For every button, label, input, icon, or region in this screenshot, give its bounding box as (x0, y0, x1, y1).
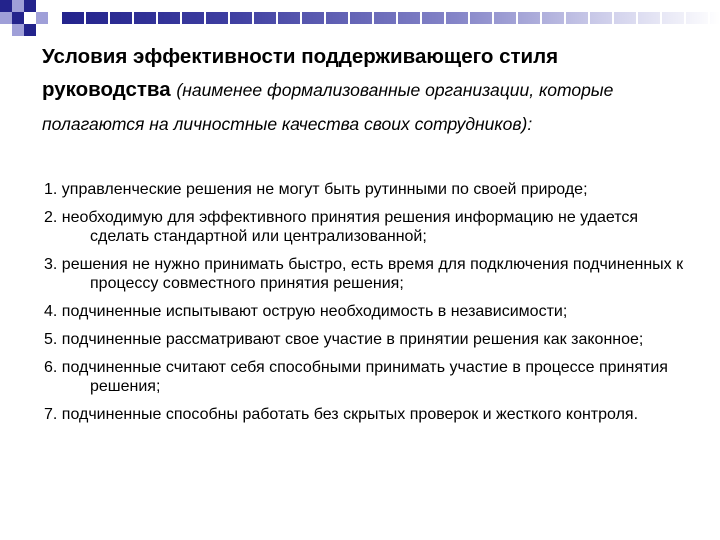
header-divider-line (108, 12, 110, 24)
header-divider-line (492, 12, 494, 24)
header-divider-line (636, 12, 638, 24)
list-item (44, 208, 694, 246)
item-text: необходимую для эффективного принятия решения информацию не удается сделать стандартной или централизованной; (61, 209, 639, 245)
item-number: 1. (44, 181, 58, 198)
item-number: 4. (44, 303, 58, 320)
square-decoration (24, 24, 36, 36)
square-decoration (12, 12, 24, 24)
item-text: подчиненные испытывают острую необходимость в независимости; (61, 303, 568, 320)
item-number: 5. (44, 331, 58, 348)
header-divider-line (612, 12, 614, 24)
header-divider-line (660, 12, 662, 24)
header-divider-line (396, 12, 398, 24)
square-decoration (0, 12, 12, 24)
header-divider-line (60, 12, 62, 24)
item-text: решения не нужно принимать быстро, есть время для подключения подчиненных к процессу совместного принятия решения; (61, 256, 684, 292)
decorative-squares (0, 0, 60, 44)
header-divider-line (84, 12, 86, 24)
header-divider-line (252, 12, 254, 24)
header-divider-line (708, 12, 710, 24)
header-divider-line (420, 12, 422, 24)
header-divider-line (516, 12, 518, 24)
square-decoration (12, 0, 24, 12)
header-divider-line (204, 12, 206, 24)
title-bold: Условия эффективности поддерживающего стиля руководства (42, 45, 559, 101)
header-divider-line (300, 12, 302, 24)
list-item (44, 330, 694, 349)
item-text: подчиненные рассматривают свое участие в принятии решения как законное; (61, 331, 644, 348)
item-text: подчиненные считают себя способными принимать участие в процессе принятия решения; (61, 359, 668, 395)
header-divider-line (180, 12, 182, 24)
item-text: подчиненные способны работать без скрытых проверок и жесткого контроля. (61, 406, 639, 423)
header-divider-line (228, 12, 230, 24)
square-decoration (24, 0, 36, 12)
header-divider-line (468, 12, 470, 24)
header-divider-line (324, 12, 326, 24)
item-text: управленческие решения не могут быть рутинными по своей природе; (61, 181, 588, 198)
slide-title (42, 40, 682, 141)
header-divider-line (684, 12, 686, 24)
header-divider-line (348, 12, 350, 24)
square-decoration (0, 0, 12, 12)
header-divider-line (276, 12, 278, 24)
item-number: 6. (44, 359, 58, 376)
list-item (44, 405, 694, 424)
header-divider-line (540, 12, 542, 24)
list-item (44, 302, 694, 321)
conditions-list (44, 180, 694, 433)
header-divider-line (372, 12, 374, 24)
item-number: 3. (44, 256, 58, 273)
square-decoration (12, 24, 24, 36)
header-divider-line (564, 12, 566, 24)
list-item (44, 358, 694, 396)
list-item (44, 255, 694, 293)
header-divider-line (588, 12, 590, 24)
list-item (44, 180, 694, 199)
title-italic-note: (наименее формализованные организации, которые полагаются на личностные качества своих сотрудников): (42, 80, 614, 134)
header-divider-line (156, 12, 158, 24)
header-divider-line (444, 12, 446, 24)
header-divider-line (132, 12, 134, 24)
header-gradient-bar (60, 12, 720, 24)
item-number: 7. (44, 406, 58, 423)
square-decoration (36, 12, 48, 24)
item-number: 2. (44, 209, 58, 226)
